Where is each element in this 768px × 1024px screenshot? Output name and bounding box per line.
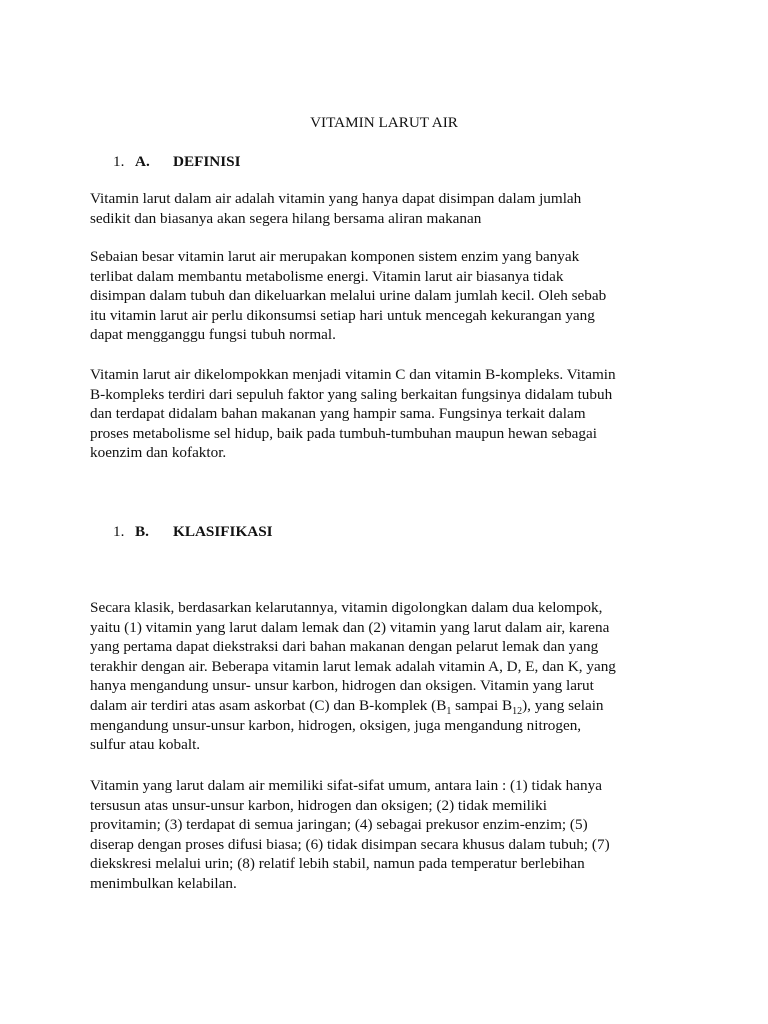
- text-line: koenzim dan kofaktor.: [90, 444, 227, 462]
- text-line: dapat mengganggu fungsi tubuh normal.: [90, 326, 336, 344]
- section-title: KLASIFIKASI: [173, 523, 273, 540]
- paragraph-enzyme-system: [90, 247, 690, 345]
- paragraph-properties: [90, 776, 690, 894]
- text-line: disimpan dalam tubuh dan dikeluarkan melalui urine dalam jumlah kecil. Oleh sebab: [90, 287, 607, 305]
- text-line: Sebaian besar vitamin larut air merupakan komponen sistem enzim yang banyak: [90, 248, 580, 265]
- section-letter: B.: [135, 523, 149, 540]
- text-line: sulfur atau kobalt.: [90, 736, 201, 754]
- text-line: terlibat dalam membantu metabolisme energi. Vitamin larut air biasanya tidak: [90, 267, 564, 285]
- paragraph-classification: [90, 598, 690, 755]
- text-run: ), yang selain: [522, 696, 604, 714]
- text-line: diekskresi melalui urin; (8) relatif lebih stabil, namun pada temperatur berlebihan: [90, 855, 585, 873]
- subscript: 1: [446, 706, 452, 717]
- section-title: DEFINISI: [173, 153, 241, 170]
- text-line: yaitu (1) vitamin yang larut dalam lemak dan (2) vitamin yang larut dalam air, karena: [90, 618, 610, 636]
- section-number: 1.: [113, 523, 125, 540]
- text-line: provitamin; (3) terdapat di semua jaringan; (4) sebagai prekusor enzim-enzim; (5): [90, 816, 588, 834]
- text-line: Vitamin larut dalam air adalah vitamin yang hanya dapat disimpan dalam jumlah: [90, 190, 582, 207]
- text-line: Vitamin larut air dikelompokkan menjadi vitamin C dan vitamin B-kompleks. Vitamin: [90, 366, 616, 383]
- text-line: Secara klasik, berdasarkan kelarutannya, vitamin digolongkan dalam dua kelompok,: [90, 599, 603, 616]
- section-letter: A.: [135, 153, 150, 170]
- text-run: sampai B: [451, 696, 513, 714]
- text-line: proses metabolisme sel hidup, baik pada tumbuh-tumbuhan maupun hewan sebagai: [90, 424, 597, 442]
- text-line: dan terdapat didalam bahan makanan yang hampir sama. Fungsinya terkait dalam: [90, 405, 586, 423]
- text-line: diserap dengan proses difusi biasa; (6) tidak disimpan secara khusus dalam tubuh; (7): [90, 835, 610, 853]
- document-title: VITAMIN LARUT AIR: [310, 114, 458, 131]
- text-line: menimbulkan kelabilan.: [90, 874, 237, 892]
- text-line: mengandung unsur-unsur karbon, hidrogen, oksigen, juga mengandung nitrogen,: [90, 716, 582, 734]
- text-line: yang pertama dapat diekstraksi dari bahan makanan dengan pelarut lemak dan yang: [90, 638, 599, 656]
- text-line: B-kompleks terdiri dari sepuluh faktor yang saling berkaitan fungsinya didalam tubuh: [90, 385, 613, 403]
- text-line: sedikit dan biasanya akan segera hilang bersama aliran makanan: [90, 209, 482, 227]
- text-line: Vitamin yang larut dalam air memiliki sifat-sifat umum, antara lain : (1) tidak hanya: [90, 777, 602, 794]
- subscript: 12: [512, 706, 523, 717]
- section-heading-klasifikasi: [113, 522, 273, 542]
- paragraph-definition: [90, 189, 690, 228]
- section-heading-definisi: [113, 152, 241, 172]
- text-line-with-subscripts: [90, 696, 690, 716]
- paragraph-grouping: [90, 365, 690, 463]
- text-line: itu vitamin larut air perlu dikonsumsi setiap hari untuk mencegah kekurangan yang: [90, 306, 595, 324]
- text-line: hanya mengandung unsur- unsur karbon, hidrogen dan oksigen. Vitamin yang larut: [90, 677, 594, 695]
- text-line: tersusun atas unsur-unsur karbon, hidrogen dan oksigen; (2) tidak memiliki: [90, 796, 547, 814]
- section-number: 1.: [113, 153, 125, 170]
- text-run: dalam air terdiri atas asam askorbat (C) dan B-komplek (B: [90, 696, 447, 714]
- text-line: terakhir dengan air. Beberapa vitamin larut lemak adalah vitamin A, D, E, dan K, yang: [90, 657, 616, 675]
